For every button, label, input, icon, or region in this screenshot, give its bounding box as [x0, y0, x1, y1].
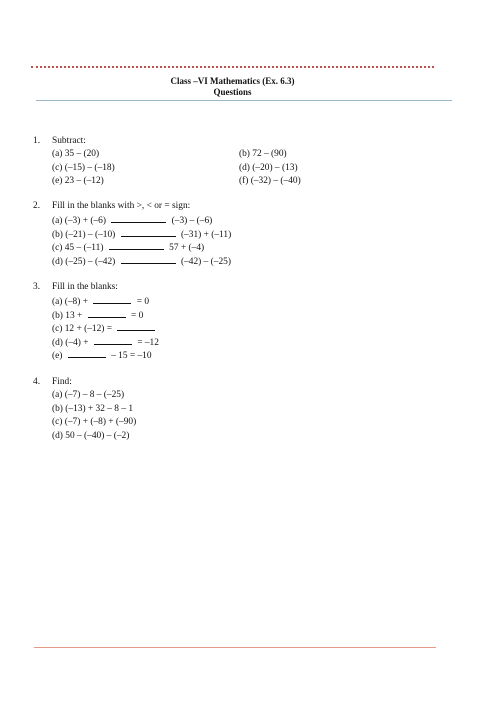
- question-items: [52, 294, 159, 361]
- item-before: (d) (–4) +: [52, 337, 89, 348]
- top-dotted-rule: [31, 66, 434, 68]
- answer-blank: [93, 294, 131, 304]
- item-before: (b) (–21) – (–10): [52, 229, 116, 240]
- item-before: (a) (–3) + (–6): [52, 216, 106, 227]
- page-header: [31, 76, 434, 98]
- item-row: [52, 321, 159, 334]
- question-stem: Fill in the blanks:: [52, 282, 118, 292]
- question-items: [52, 148, 301, 188]
- item-after: = 0: [130, 310, 144, 321]
- item-right: (f) (–32) – (–40): [239, 176, 301, 187]
- item-after: – 15 = –10: [111, 350, 152, 361]
- item-right: (d) (–20) – (13): [239, 162, 298, 173]
- item-after: = 0: [136, 297, 150, 308]
- item-after: (–31) + (–11): [180, 229, 232, 240]
- item-row: [52, 335, 159, 348]
- item-row: [52, 389, 136, 402]
- item-before: (a) (–8) +: [52, 297, 88, 308]
- page-title: Class –VI Mathematics (Ex. 6.3): [170, 76, 295, 86]
- answer-blank: [109, 240, 164, 250]
- item-before: (c) 12 + (–12) =: [52, 324, 113, 335]
- item-left: (e) 23 – (–12): [52, 176, 104, 187]
- answer-blank: [88, 308, 126, 318]
- item-left: (a) 35 – (20): [52, 149, 100, 160]
- page-subtitle: Questions: [213, 87, 252, 97]
- question-number: 2.: [33, 201, 41, 211]
- item-row: [52, 430, 136, 443]
- question-number: 1.: [33, 136, 41, 146]
- item-after: (–42) – (–25): [180, 256, 231, 267]
- item-left: (c) (–15) – (–18): [52, 162, 115, 173]
- question-items: [52, 213, 231, 267]
- answer-blank: [94, 335, 132, 345]
- answer-blank: [111, 213, 166, 223]
- question-stem: Fill in the blanks with >, < or = sign:: [52, 201, 191, 211]
- item-row: [52, 294, 159, 307]
- question-stem: Find:: [52, 377, 72, 387]
- item-row: [52, 148, 287, 161]
- item-row: [52, 308, 159, 321]
- item-row: [52, 254, 231, 267]
- item-before: (b) 13 +: [52, 310, 83, 321]
- item-row: [52, 227, 231, 240]
- item-row: [52, 213, 231, 226]
- item-text: (d) 50 – (–40) – (–2): [52, 430, 130, 441]
- question-number: 3.: [33, 282, 41, 292]
- question-number: 4.: [33, 377, 41, 387]
- answer-blank: [121, 254, 176, 264]
- item-row: [52, 175, 301, 188]
- item-after: 57 + (–4): [169, 243, 205, 254]
- item-after: (–3) – (–6): [171, 216, 213, 227]
- answer-blank: [68, 348, 106, 358]
- question-stem: Subtract:: [52, 136, 86, 146]
- footer-rule: [34, 647, 436, 648]
- question-items: [52, 389, 136, 443]
- item-row: [52, 416, 136, 429]
- item-row: [52, 240, 231, 253]
- item-text: (a) (–7) – 8 – (–25): [52, 390, 125, 401]
- item-row: [52, 403, 136, 416]
- header-rule: [36, 100, 452, 101]
- answer-blank: [121, 227, 176, 237]
- item-row: [52, 348, 159, 361]
- item-before: (d) (–25) – (–42): [52, 256, 116, 267]
- item-text: (b) (–13) + 32 – 8 – 1: [52, 403, 134, 414]
- item-right: (b) 72 – (90): [239, 149, 287, 160]
- item-row: [52, 162, 298, 175]
- answer-blank: [117, 321, 155, 331]
- item-before: (e): [52, 350, 63, 361]
- item-after: = –12: [137, 337, 159, 348]
- item-text: (c) (–7) + (–8) + (–90): [52, 417, 137, 428]
- item-before: (c) 45 – (–11): [52, 243, 104, 254]
